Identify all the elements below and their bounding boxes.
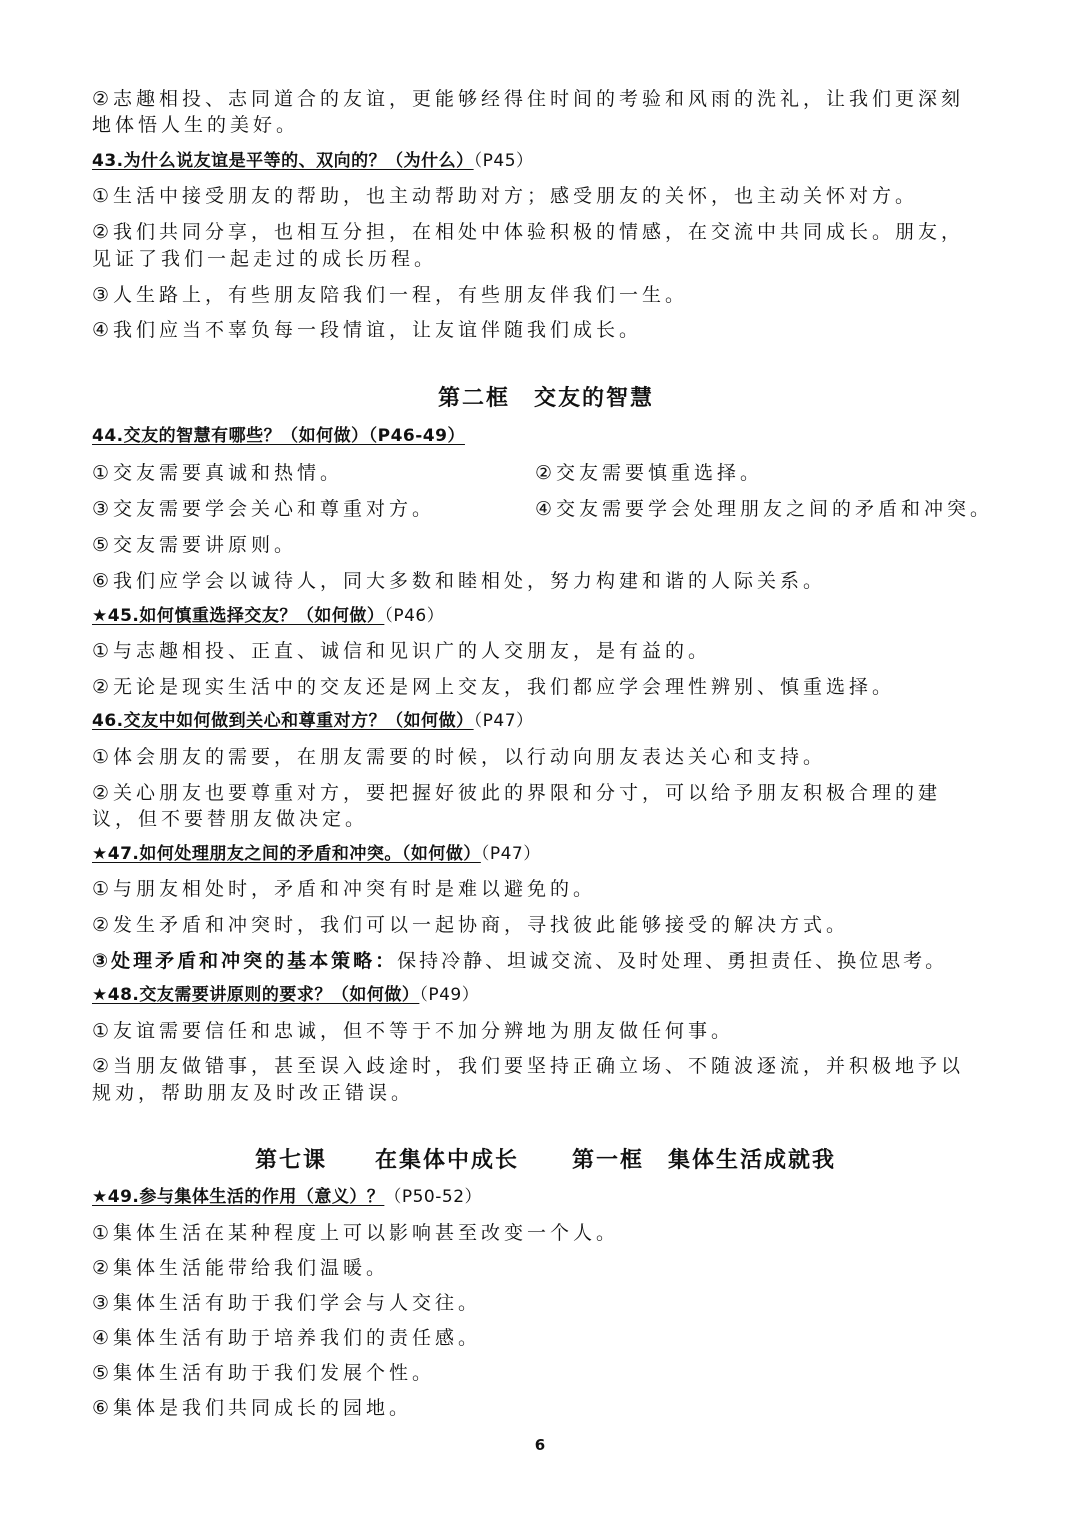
- page-number: 6: [534, 1436, 546, 1454]
- strategy-list: 保持冷静、坦诚交流、及时处理、勇担责任、换位思考。: [397, 950, 948, 972]
- question-47: [92, 842, 541, 866]
- answer-line: ③人生路上，有些朋友陪我们一程，有些朋友伴我们一生。: [92, 284, 689, 306]
- answer-line: ⑤集体生活有助于我们发展个性。: [92, 1362, 436, 1384]
- answer-line: 议，但不要替朋友做决定。: [92, 808, 369, 830]
- answer-line: ②无论是现实生活中的交友还是网上交友，我们都应学会理性辨别、慎重选择。: [92, 676, 896, 698]
- answer-line: ③集体生活有助于我们学会与人交往。: [92, 1292, 482, 1314]
- page-ref: （P47）: [480, 844, 541, 864]
- question-46: [92, 709, 534, 733]
- question-title: ★48.交友需要讲原则的要求？（如何做）: [92, 985, 420, 1005]
- answer-line: ①集体生活在某种程度上可以影响甚至改变一个人。: [92, 1222, 620, 1244]
- question-43: [92, 149, 534, 173]
- answer-line: ②我们共同分享，也相互分担，在相处中体验积极的情感，在交流中共同成长。朋友，: [92, 221, 965, 243]
- answer-line: ①友谊需要信任和忠诚，但不等于不加分辨地为朋友做任何事。: [92, 1020, 735, 1042]
- question-title: 43.为什么说友谊是平等的、双向的？（为什么）: [92, 151, 474, 171]
- question-45: [92, 604, 444, 628]
- question-title: 46.交友中如何做到关心和尊重对方？（如何做）: [92, 711, 474, 731]
- frame-heading: 第一框 集体生活成就我: [572, 1148, 837, 1173]
- answer-line: ①体会朋友的需要，在朋友需要的时候，以行动向朋友表达关心和支持。: [92, 746, 827, 768]
- lesson-heading: 第七课 在集体中成长: [255, 1148, 520, 1173]
- answer-line: 规劝，帮助朋友及时改正错误。: [92, 1082, 415, 1104]
- answer-line: 见证了我们一起走过的成长历程。: [92, 248, 438, 270]
- answer-line: ①生活中接受朋友的帮助，也主动帮助对方；感受朋友的关怀，也主动关怀对方。: [92, 185, 919, 207]
- answer-line: ②当朋友做错事，甚至误入歧途时，我们要坚持正确立场、不随波逐流，并积极地予以: [92, 1055, 965, 1077]
- answer-line: ①交友需要真诚和热情。: [92, 462, 344, 484]
- question-title: ★49.参与集体生活的作用（意义）？: [92, 1187, 385, 1207]
- answer-line: ③交友需要学会关心和尊重对方。: [92, 498, 436, 520]
- answer-line: ⑥集体是我们共同成长的园地。: [92, 1397, 413, 1419]
- page-ref: （P45）: [473, 151, 534, 171]
- answer-line: ①与朋友相处时，矛盾和冲突有时是难以避免的。: [92, 878, 597, 900]
- answer-line: 地体悟人生的美好。: [92, 114, 300, 136]
- answer-line: ②集体生活能带给我们温暖。: [92, 1257, 390, 1279]
- answer-line: ②志趣相投、志同道合的友谊，更能够经得住时间的考验和风雨的洗礼，让我们更深刻: [92, 88, 965, 110]
- answer-line: ④我们应当不辜负每一段情谊，让友谊伴随我们成长。: [92, 319, 643, 341]
- question-title: ★45.如何慎重选择交友？（如何做）: [92, 606, 385, 626]
- question-title: ★47.如何处理朋友之间的矛盾和冲突。（如何做）: [92, 844, 481, 864]
- page-ref: （P50-52）: [384, 1187, 483, 1207]
- page-ref: （P46）: [384, 606, 445, 626]
- answer-line: ④集体生活有助于培养我们的责任感。: [92, 1327, 482, 1349]
- page-ref: （P47）: [473, 711, 534, 731]
- answer-line: ②关心朋友也要尊重对方，要把握好彼此的界限和分寸，可以给予朋友积极合理的建: [92, 782, 942, 804]
- answer-line: ①与志趣相投、正直、诚信和见识广的人交朋友，是有益的。: [92, 640, 712, 662]
- strategy-label: ③处理矛盾和冲突的基本策略：: [92, 950, 398, 972]
- answer-line: [92, 948, 947, 974]
- answer-line: ②交友需要慎重选择。: [535, 462, 764, 484]
- question-44: [92, 424, 465, 448]
- question-48: [92, 983, 479, 1007]
- section-heading: 第二框 交友的智慧: [438, 386, 655, 411]
- answer-line: ⑥我们应学会以诚待人，同大多数和睦相处，努力构建和谐的人际关系。: [92, 570, 827, 592]
- page-ref: （P49）: [419, 985, 480, 1005]
- answer-line: ②发生矛盾和冲突时，我们可以一起协商，寻找彼此能够接受的解决方式。: [92, 914, 850, 936]
- question-title: 44.交友的智慧有哪些？（如何做）（P46-49）: [92, 426, 465, 446]
- answer-line: ④交友需要学会处理朋友之间的矛盾和冲突。: [535, 498, 994, 520]
- question-49: [92, 1185, 482, 1209]
- answer-line: ⑤交友需要讲原则。: [92, 534, 298, 556]
